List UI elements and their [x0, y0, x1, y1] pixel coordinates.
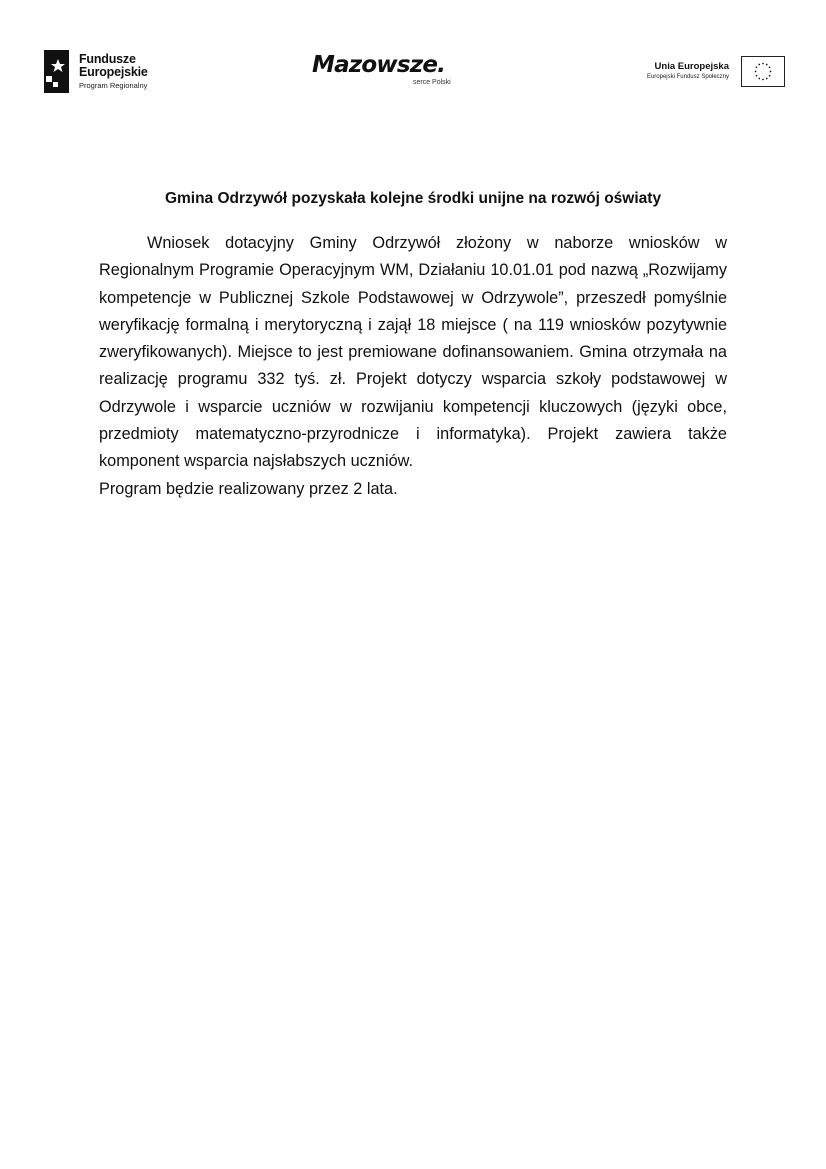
fundusze-line1: Fundusze	[79, 52, 136, 66]
eu-flag-icon	[741, 56, 785, 87]
mazowsze-wordmark: Mazowsze.	[312, 52, 446, 78]
mazowsze-logo	[312, 52, 472, 92]
fundusze-europejskie-star-icon	[44, 50, 69, 93]
paragraph-1: Wniosek dotacyjny Gminy Odrzywół złożony w naborze wniosków w Regionalnym Programie Operacyjnym WM, Działaniu 10.01.01 pod nazwą „Rozwijamy kompetencje w Publicznej Szkole Podstawowej w Odrzywole”, przeszedł pomyślnie weryfikację formalną i merytoryczną i zajął 18 miejsce ( na 119 wniosków pozytywnie zweryfikowanych). Miejsce to jest premiowane dofinansowaniem. Gmina otrzymała na realizację programu 332 tyś. zł. Projekt dotyczy wsparcia szkoły podstawowej w Odrzywole i wsparcie uczniów w rozwijaniu kompetencji kluczowych (języki obce, przedmioty matematyczno-przyrodnicze i informatyka). Projekt zawiera także komponent wsparcia najsłabszych uczniów.	[99, 234, 727, 471]
fundusze-line2: Europejskie	[79, 64, 148, 79]
document-title: Gmina Odrzywół pozyskała kolejne środki unijne na rozwój oświaty	[164, 190, 662, 207]
eu-line2: Europejski Fundusz Społeczny	[646, 74, 729, 81]
mazowsze-tagline: serce Polski	[413, 79, 451, 86]
eu-logo	[630, 56, 785, 90]
fundusze-line3: Program Regionalny	[79, 81, 148, 90]
eu-line1: Unia Europejska	[654, 61, 729, 72]
fundusze-europejskie-logo	[44, 50, 174, 94]
document-body	[99, 230, 727, 503]
paragraph-2: Program będzie realizowany przez 2 lata.	[99, 479, 398, 498]
